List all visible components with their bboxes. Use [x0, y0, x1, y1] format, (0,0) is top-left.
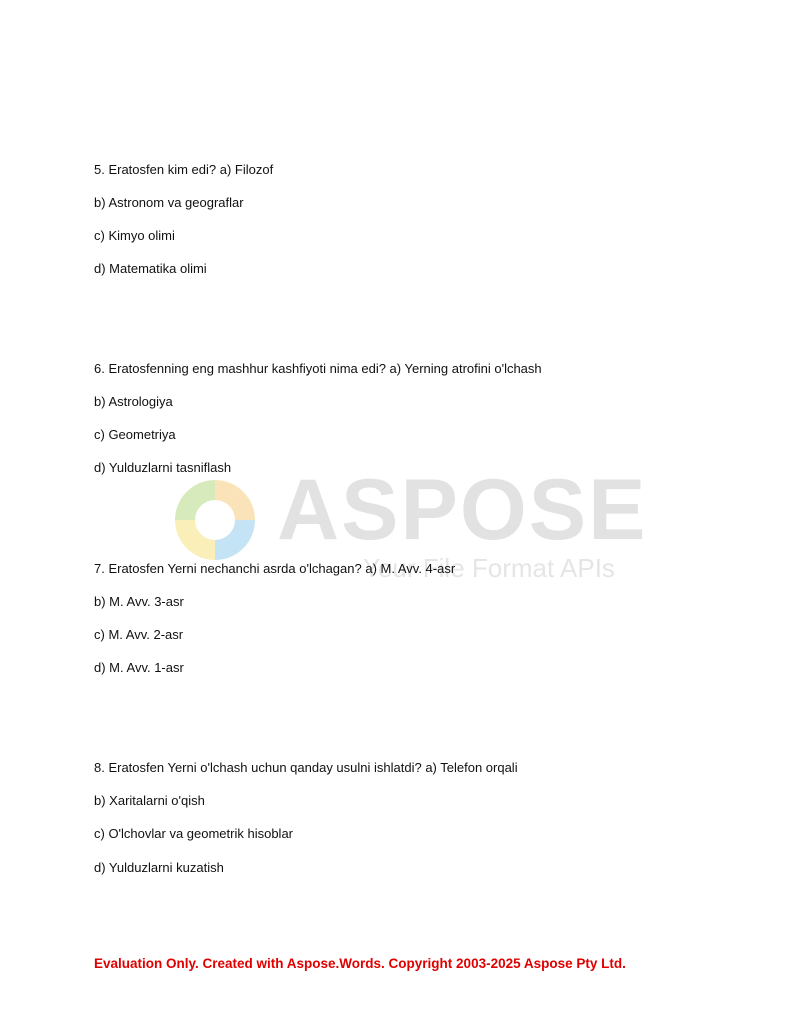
question-8-stem: 8. Eratosfen Yerni o'lchash uchun qanday usulni ishlatdi? a) Telefon orqali [94, 760, 518, 775]
question-6-option-c: c) Geometriya [94, 427, 176, 442]
question-6-option-b: b) Astrologiya [94, 394, 173, 409]
question-8-option-c: c) O'lchovlar va geometrik hisoblar [94, 826, 293, 841]
question-8-option-d: d) Yulduzlarni kuzatish [94, 860, 224, 875]
question-5-option-d: d) Matematika olimi [94, 261, 207, 276]
question-8-option-b: b) Xaritalarni o'qish [94, 793, 205, 808]
evaluation-footer: Evaluation Only. Created with Aspose.Words. Copyright 2003-2025 Aspose Pty Ltd. [94, 956, 626, 971]
question-5-stem: 5. Eratosfen kim edi? a) Filozof [94, 162, 274, 177]
question-7-stem: 7. Eratosfen Yerni nechanchi asrda o'lchagan? a) M. Avv. 4-asr [94, 561, 456, 576]
question-7-option-c: c) M. Avv. 2-asr [94, 627, 184, 642]
watermark-title: ASPOSE [277, 462, 648, 558]
watermark-subtitle: Your File Format APIs [363, 553, 615, 583]
question-7-option-d: d) M. Avv. 1-asr [94, 660, 184, 675]
question-5-option-b: b) Astronom va geograflar [94, 195, 244, 210]
question-6-option-d: d) Yulduzlarni tasniflash [94, 460, 232, 475]
aspose-logo-icon [165, 470, 265, 570]
question-6-stem: 6. Eratosfenning eng mashhur kashfiyoti nima edi? a) Yerning atrofini o'lchash [94, 361, 542, 376]
question-5-option-c: c) Kimyo olimi [94, 228, 175, 243]
question-7-option-b: b) M. Avv. 3-asr [94, 594, 184, 609]
